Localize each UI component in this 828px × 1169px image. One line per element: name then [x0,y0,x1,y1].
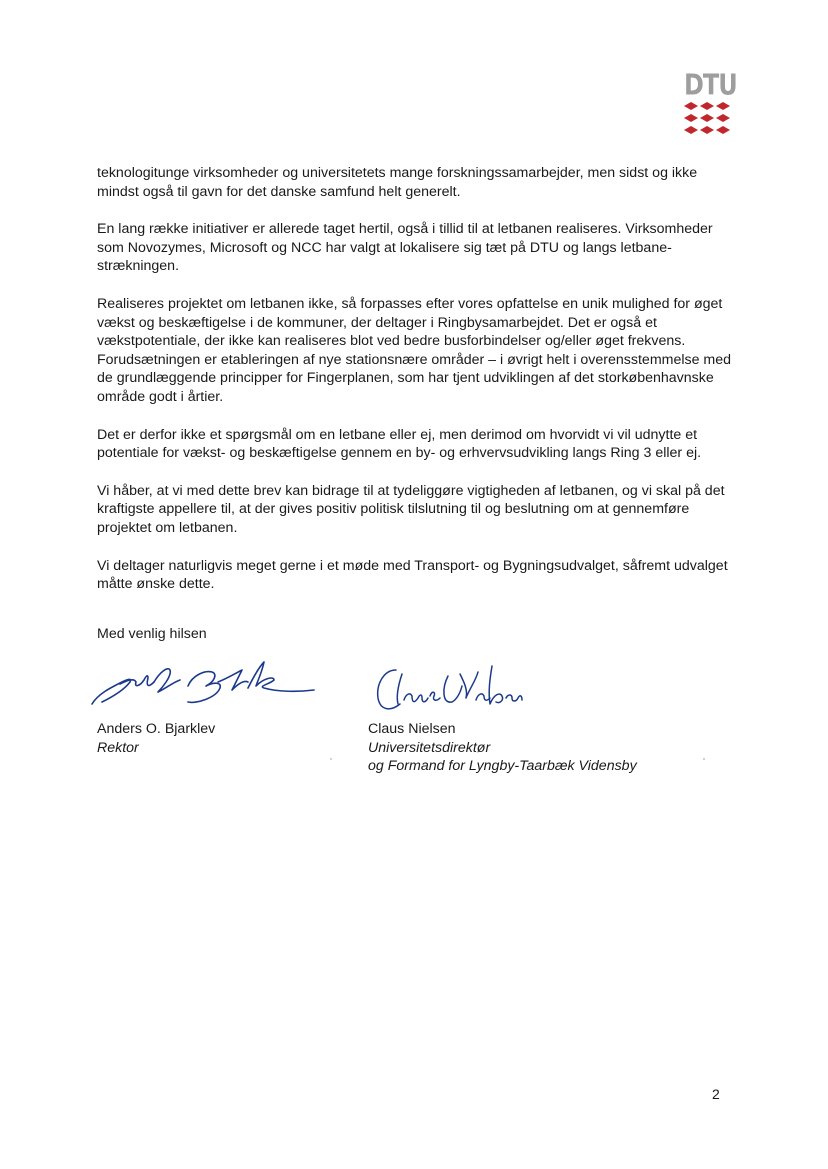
page-number: 2 [712,1086,720,1102]
text-line: Vi deltager naturligvis meget gerne i et møde med Transport- og Bygningsudvalget, såfremt udvalget [97,557,728,574]
signature-claus-nielsen [368,660,528,718]
signatory-name: Claus Nielsen [368,721,456,737]
text-line: kraftigste appellere til, at der gives positiv politisk tilslutning til og beslutning om at gennemføre [97,501,690,518]
text-line: Realiseres projektet om letbanen ikke, så forpasses efter vores opfattelse en unik mulighed for øget [97,295,723,312]
signatory-title: Universitetsdirektør [368,739,491,756]
text-line: mindst også til gavn for det danske samfund helt generelt. [97,183,461,200]
text-line: potentiale for vækst- og beskæftigelse gennem en by- og erhvervsudvikling langs Ring 3 eller ej. [97,445,702,462]
signatory-name: Anders O. Bjarklev [97,721,216,737]
text-line: En lang række initiativer er allerede taget hertil, også i tillid til at letbanen realiseres. Virksomheder [97,221,713,238]
dtu-logo [684,68,737,138]
signatory-claus-nielsen [368,720,637,776]
text-line: område godt i årtier. [97,388,224,405]
signatory-title: og Formand for Lyngby-Taarbæk Vidensby [368,758,637,775]
paragraph [97,482,727,538]
logo-text: DTU [684,68,737,102]
text-line: Vi håber, at vi med dette brev kan bidrage til at tydeliggøre vigtigheden af letbanen, og vi skal på det [97,482,725,499]
closing-salutation: Med venlig hilsen [97,626,207,642]
text-line: vækst og beskæftigelse i de kommuner, der deltager i Ringbysamarbejdet. Det er også et [97,314,657,331]
text-line: teknologitunge virksomheder og universitetets mange forskningssamarbejder, men sidst og ikke [97,165,698,181]
text-line: vækstpotentiale, der ikke kan realiseres blot ved bedre busforbindelser og/eller øget frekvens. [97,333,686,350]
text-line: de grundlæggende principper for Fingerplanen, som har tjent udviklingen af det storkøbenhavnske [97,370,714,387]
paragraph [97,164,727,201]
paragraph [97,295,732,407]
scan-speck [703,758,705,760]
text-line: Det er derfor ikke et spørgsmål om en letbane eller ej, men derimod om hvorvidt vi vil udnytte et [97,426,698,443]
scan-speck [330,758,332,760]
text-line: måtte ønske dette. [97,576,215,593]
signatory-anders-bjarklev [97,720,215,757]
signatory-title: Rektor [97,739,139,756]
text-line: Forudsætningen er etableringen af nye stationsnære områder – i øvrigt helt i overensstemmelse med [97,351,732,368]
logo-diamonds-icon [684,102,730,138]
paragraph [97,426,727,463]
paragraph [97,220,727,276]
text-line: projektet om letbanen. [97,519,238,536]
text-line: strækningen. [97,258,180,275]
text-line: som Novozymes, Microsoft og NCC har valgt at lokalisere sig tæt på DTU og langs letbane- [97,239,672,256]
signature-anders-bjarklev [88,658,318,710]
paragraph [97,557,727,594]
letter-body [97,164,732,613]
